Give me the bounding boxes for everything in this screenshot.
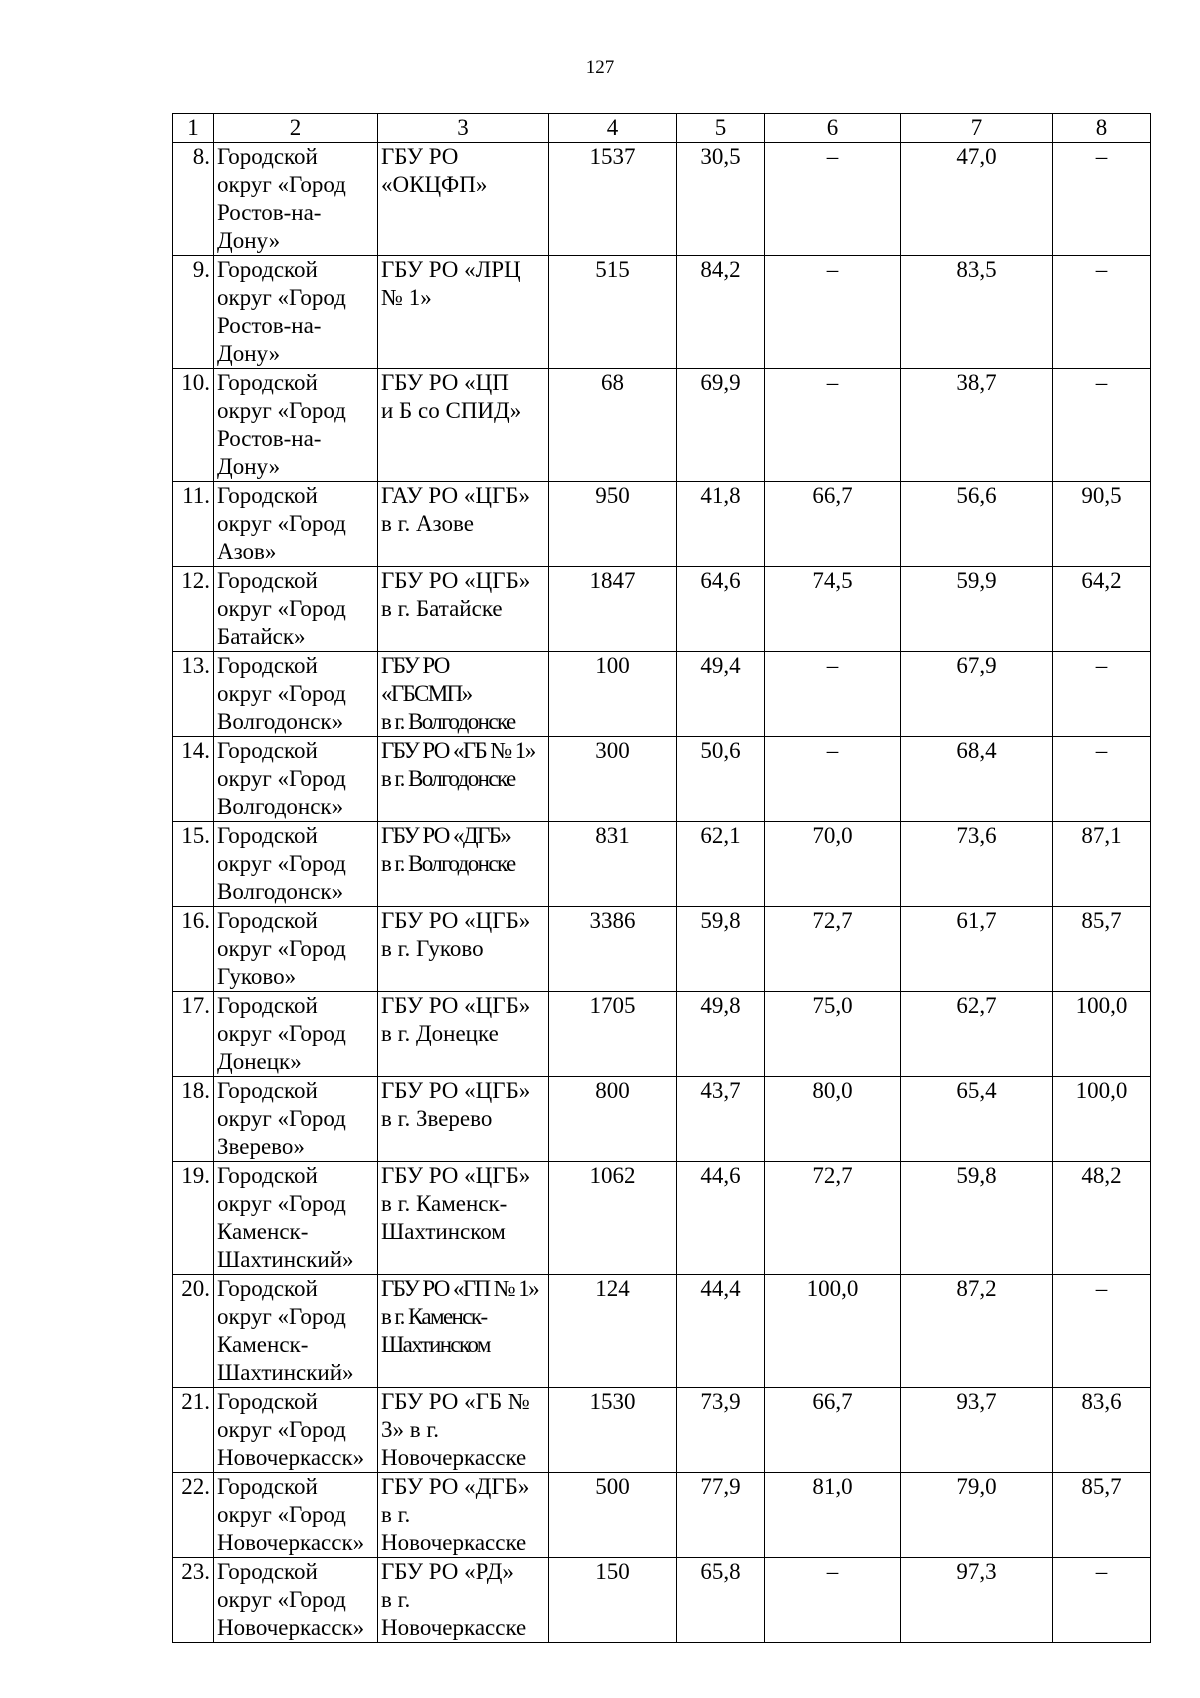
column-header: 8	[1053, 114, 1151, 143]
value-cell: 83,6	[1053, 1388, 1151, 1473]
value-cell: 124	[549, 1275, 677, 1388]
row-number-cell: 15.	[173, 822, 214, 907]
value-cell: 77,9	[677, 1473, 765, 1558]
table-row	[173, 1162, 1151, 1275]
row-number-cell: 8.	[173, 143, 214, 256]
organization-cell: ГБУ РО «ГБ № 1» в г. Волгодонске	[378, 737, 549, 822]
value-cell: 59,8	[901, 1162, 1053, 1275]
row-number-cell: 9.	[173, 256, 214, 369]
district-cell: Городской округ «Город Ростов-на- Дону»	[214, 256, 378, 369]
table-row	[173, 1558, 1151, 1643]
value-cell: 66,7	[765, 482, 901, 567]
organization-cell: ГБУ РО «ЦГБ» в г. Гуково	[378, 907, 549, 992]
value-cell: 50,6	[677, 737, 765, 822]
district-cell: Городской округ «Город Ростов-на- Дону»	[214, 143, 378, 256]
column-header: 1	[173, 114, 214, 143]
district-cell: Городской округ «Город Каменск- Шахтинский»	[214, 1275, 378, 1388]
district-cell: Городской округ «Город Новочеркасск»	[214, 1388, 378, 1473]
organization-cell: ГБУ РО «ГБСМП» в г. Волгодонске	[378, 652, 549, 737]
value-cell: 90,5	[1053, 482, 1151, 567]
value-cell: 150	[549, 1558, 677, 1643]
value-cell: 79,0	[901, 1473, 1053, 1558]
organization-cell: ГБУ РО «ГП № 1» в г. Каменск- Шахтинском	[378, 1275, 549, 1388]
value-cell: 83,5	[901, 256, 1053, 369]
row-number-cell: 19.	[173, 1162, 214, 1275]
value-cell: –	[765, 737, 901, 822]
value-cell: 84,2	[677, 256, 765, 369]
value-cell: 74,5	[765, 567, 901, 652]
value-cell: 65,8	[677, 1558, 765, 1643]
page-number: 127	[585, 57, 615, 78]
value-cell: 30,5	[677, 143, 765, 256]
row-number-cell: 10.	[173, 369, 214, 482]
row-number-cell: 16.	[173, 907, 214, 992]
value-cell: 515	[549, 256, 677, 369]
value-cell: –	[1053, 143, 1151, 256]
value-cell: 38,7	[901, 369, 1053, 482]
value-cell: 1062	[549, 1162, 677, 1275]
value-cell: 1705	[549, 992, 677, 1077]
value-cell: 831	[549, 822, 677, 907]
value-cell: 100,0	[1053, 1077, 1151, 1162]
column-header: 6	[765, 114, 901, 143]
value-cell: –	[765, 256, 901, 369]
value-cell: –	[1053, 256, 1151, 369]
value-cell: 81,0	[765, 1473, 901, 1558]
value-cell: 1847	[549, 567, 677, 652]
table-row	[173, 567, 1151, 652]
value-cell: 68,4	[901, 737, 1053, 822]
value-cell: –	[1053, 1275, 1151, 1388]
value-cell: 56,6	[901, 482, 1053, 567]
value-cell: 72,7	[765, 907, 901, 992]
table-row	[173, 256, 1151, 369]
row-number-cell: 20.	[173, 1275, 214, 1388]
district-cell: Городской округ «Город Зверево»	[214, 1077, 378, 1162]
table-row	[173, 482, 1151, 567]
value-cell: 49,8	[677, 992, 765, 1077]
organization-cell: ГБУ РО «ЦП и Б со СПИД»	[378, 369, 549, 482]
value-cell: 300	[549, 737, 677, 822]
row-number-cell: 23.	[173, 1558, 214, 1643]
district-cell: Городской округ «Город Новочеркасск»	[214, 1558, 378, 1643]
table-row	[173, 737, 1151, 822]
organization-cell: ГБУ РО «ЦГБ» в г. Зверево	[378, 1077, 549, 1162]
value-cell: 61,7	[901, 907, 1053, 992]
value-cell: 64,2	[1053, 567, 1151, 652]
value-cell: 64,6	[677, 567, 765, 652]
table-row	[173, 652, 1151, 737]
column-header: 7	[901, 114, 1053, 143]
table-row	[173, 822, 1151, 907]
value-cell: 1537	[549, 143, 677, 256]
district-cell: Городской округ «Город Волгодонск»	[214, 737, 378, 822]
table-row	[173, 369, 1151, 482]
value-cell: 1530	[549, 1388, 677, 1473]
value-cell: 59,8	[677, 907, 765, 992]
organization-cell: ГБУ РО «РД» в г. Новочеркасске	[378, 1558, 549, 1643]
value-cell: –	[765, 143, 901, 256]
value-cell: –	[1053, 369, 1151, 482]
district-cell: Городской округ «Город Волгодонск»	[214, 652, 378, 737]
row-number-cell: 17.	[173, 992, 214, 1077]
value-cell: 49,4	[677, 652, 765, 737]
district-cell: Городской округ «Город Новочеркасск»	[214, 1473, 378, 1558]
value-cell: 950	[549, 482, 677, 567]
value-cell: 85,7	[1053, 1473, 1151, 1558]
value-cell: 67,9	[901, 652, 1053, 737]
value-cell: 70,0	[765, 822, 901, 907]
district-cell: Городской округ «Город Гуково»	[214, 907, 378, 992]
table-row	[173, 1275, 1151, 1388]
column-header: 5	[677, 114, 765, 143]
row-number-cell: 22.	[173, 1473, 214, 1558]
organization-cell: ГБУ РО «ОКЦФП»	[378, 143, 549, 256]
value-cell: 100,0	[1053, 992, 1151, 1077]
value-cell: –	[765, 1558, 901, 1643]
row-number-cell: 13.	[173, 652, 214, 737]
value-cell: 800	[549, 1077, 677, 1162]
value-cell: 73,6	[901, 822, 1053, 907]
table-body	[173, 143, 1151, 1643]
table-row	[173, 1077, 1151, 1162]
organization-cell: ГБУ РО «ЦГБ» в г. Донецке	[378, 992, 549, 1077]
column-header: 2	[214, 114, 378, 143]
table-row	[173, 1388, 1151, 1473]
district-cell: Городской округ «Город Батайск»	[214, 567, 378, 652]
row-number-cell: 14.	[173, 737, 214, 822]
value-cell: 100	[549, 652, 677, 737]
value-cell: 62,1	[677, 822, 765, 907]
value-cell: –	[1053, 1558, 1151, 1643]
value-cell: 68	[549, 369, 677, 482]
column-header: 4	[549, 114, 677, 143]
value-cell: 44,6	[677, 1162, 765, 1275]
district-cell: Городской округ «Город Ростов-на- Дону»	[214, 369, 378, 482]
organization-cell: ГБУ РО «ГБ № 3» в г. Новочеркасске	[378, 1388, 549, 1473]
organization-cell: ГБУ РО «ЛРЦ № 1»	[378, 256, 549, 369]
value-cell: 66,7	[765, 1388, 901, 1473]
value-cell: 43,7	[677, 1077, 765, 1162]
value-cell: 500	[549, 1473, 677, 1558]
organization-cell: ГБУ РО «ДГБ» в г. Волгодонске	[378, 822, 549, 907]
data-table	[172, 113, 1151, 1643]
value-cell: 41,8	[677, 482, 765, 567]
value-cell: 87,2	[901, 1275, 1053, 1388]
value-cell: 97,3	[901, 1558, 1053, 1643]
value-cell: 62,7	[901, 992, 1053, 1077]
district-cell: Городской округ «Город Азов»	[214, 482, 378, 567]
table-row	[173, 992, 1151, 1077]
value-cell: 44,4	[677, 1275, 765, 1388]
value-cell: 80,0	[765, 1077, 901, 1162]
value-cell: 93,7	[901, 1388, 1053, 1473]
value-cell: 75,0	[765, 992, 901, 1077]
organization-cell: ГБУ РО «ЦГБ» в г. Каменск- Шахтинском	[378, 1162, 549, 1275]
table-row	[173, 907, 1151, 992]
value-cell: 87,1	[1053, 822, 1151, 907]
value-cell: 69,9	[677, 369, 765, 482]
value-cell: 3386	[549, 907, 677, 992]
value-cell: 85,7	[1053, 907, 1151, 992]
district-cell: Городской округ «Город Волгодонск»	[214, 822, 378, 907]
value-cell: 47,0	[901, 143, 1053, 256]
value-cell: 48,2	[1053, 1162, 1151, 1275]
value-cell: –	[765, 369, 901, 482]
organization-cell: ГБУ РО «ЦГБ» в г. Батайске	[378, 567, 549, 652]
organization-cell: ГАУ РО «ЦГБ» в г. Азове	[378, 482, 549, 567]
district-cell: Городской округ «Город Каменск- Шахтинский»	[214, 1162, 378, 1275]
organization-cell: ГБУ РО «ДГБ» в г. Новочеркасске	[378, 1473, 549, 1558]
value-cell: 72,7	[765, 1162, 901, 1275]
value-cell: –	[765, 652, 901, 737]
row-number-cell: 21.	[173, 1388, 214, 1473]
table-row	[173, 1473, 1151, 1558]
value-cell: 65,4	[901, 1077, 1053, 1162]
column-header: 3	[378, 114, 549, 143]
row-number-cell: 11.	[173, 482, 214, 567]
value-cell: –	[1053, 737, 1151, 822]
header-row	[173, 114, 1151, 143]
row-number-cell: 18.	[173, 1077, 214, 1162]
value-cell: 100,0	[765, 1275, 901, 1388]
table-row	[173, 143, 1151, 256]
row-number-cell: 12.	[173, 567, 214, 652]
value-cell: 59,9	[901, 567, 1053, 652]
district-cell: Городской округ «Город Донецк»	[214, 992, 378, 1077]
value-cell: 73,9	[677, 1388, 765, 1473]
value-cell: –	[1053, 652, 1151, 737]
